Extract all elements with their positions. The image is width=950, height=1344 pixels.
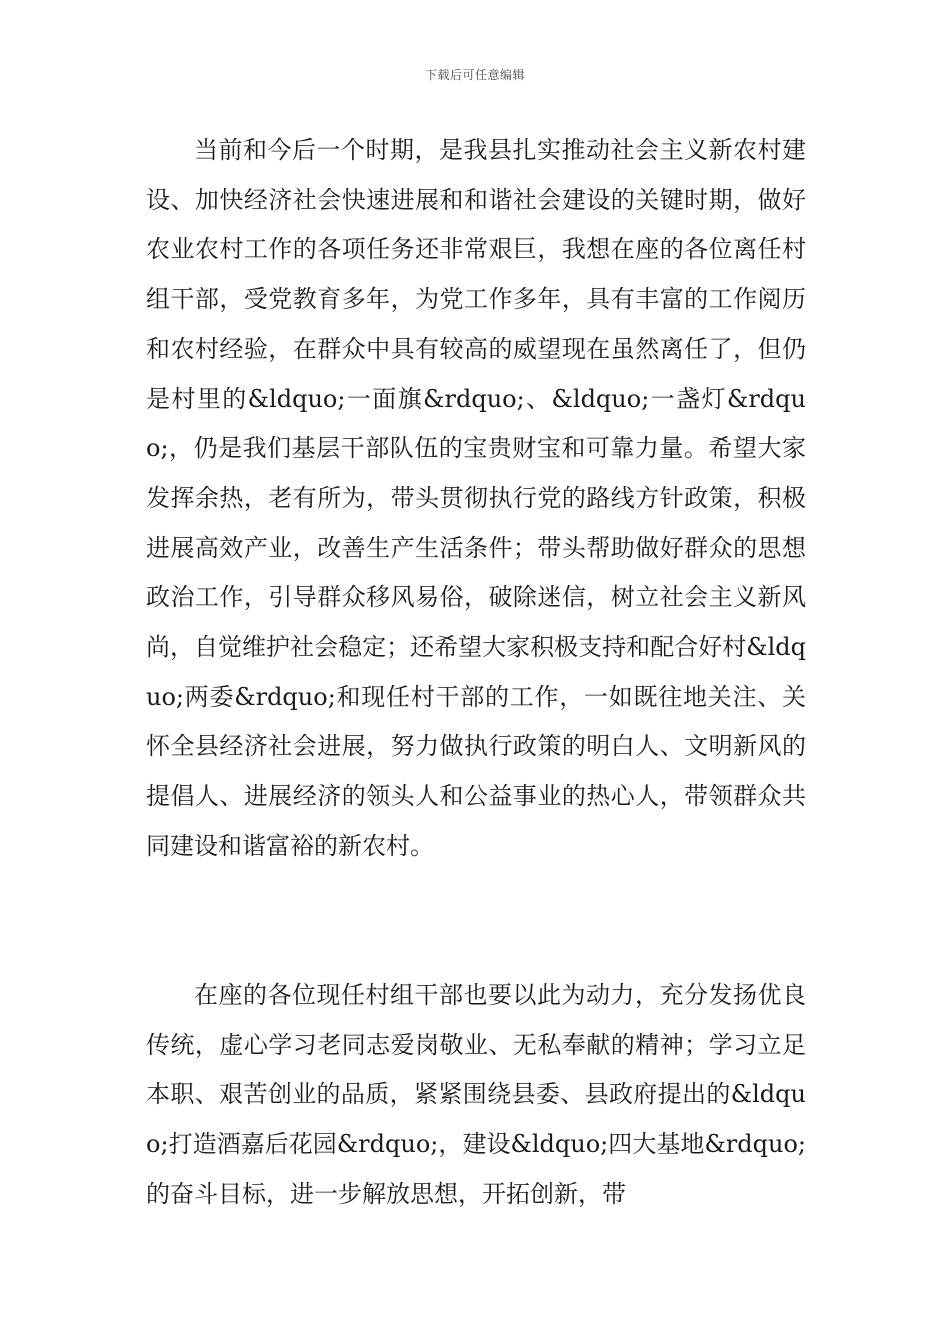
paragraph-1: 当前和今后一个时期，是我县扎实推动社会主义新农村建设、加快经济社会快速进展和和谐社会建设的关键时期，做好农业农村工作的各项任务还非常艰巨，我想在座的各位离任村组干部，受党教育多年，为党工作多年，具有丰富的工作阅历和农村经验，在群众中具有较高的威望现在虽然离任了，但仍是村里的&ldquo;一面旗&rdquo;、&ldquo;一盏灯&rdquo;，仍是我们基层干部队伍的宝贵财宝和可靠力量。希望大家发挥余热，老有所为，带头贯彻执行党的路线方针政策，积极进展高效产业，改善生产生活条件；带头帮助做好群众的思想政治工作，引导群众移风易俗，破除迷信，树立社会主义新风尚，自觉维护社会稳定；还希望大家积极支持和配合好村&ldquo;两委&rdquo;和现任村干部的工作，一如既往地关注、关怀全县经济社会进展，努力做执行政策的明白人、文明新风的提倡人、进展经济的领头人和公益事业的热心人，带领群众共同建设和谐富裕的新农村。 [146, 136, 806, 860]
header-note: 下载后可任意编辑 [424, 68, 525, 82]
paragraph-2: 在座的各位现任村组干部也要以此为动力，充分发扬优良传统，虚心学习老同志爱岗敬业、无私奉献的精神；学习立足本职、艰苦创业的品质，紧紧围绕县委、县政府提出的&ldquo;打造酒嘉后花园&rdquo;，建设&ldquo;四大基地&rdquo;的奋斗目标，进一步解放思想，开拓创新，带 [146, 981, 806, 1208]
